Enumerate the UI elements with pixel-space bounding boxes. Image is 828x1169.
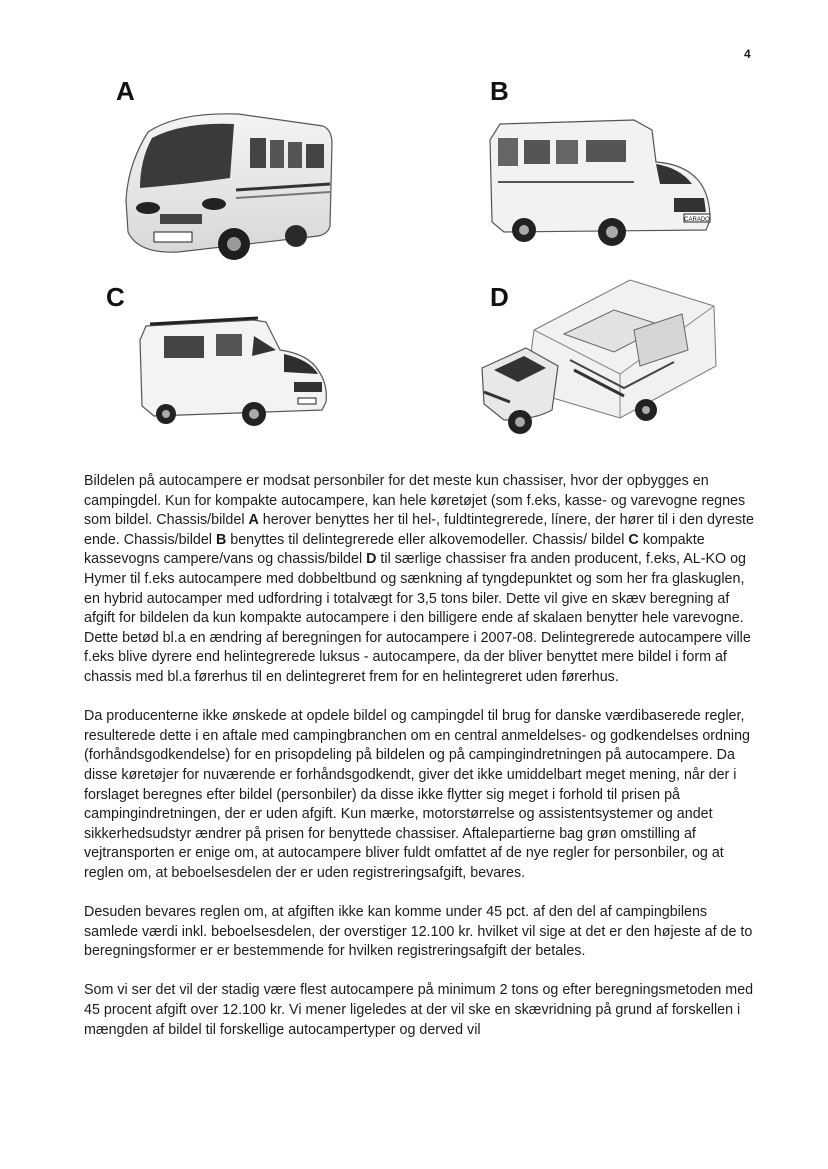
paragraph-2 [84,707,760,883]
text-run: herover benyttes her til hel-, fuldtintegrerede, línere, der hører til i den dyreste ende. Chassis/bildel [84,512,754,548]
integrated-motorhome-photo [118,104,340,270]
text-run: benyttes til delintegrerede eller alkovemodeller. Chassis/ bildel [226,531,629,548]
chassis-cutaway-illustration [474,270,730,446]
figure-label-a: A [116,76,135,106]
bold-figure-ref: C [628,531,639,548]
paragraph-3 [84,903,760,962]
semi-integrated-motorhome-photo [484,110,724,250]
text-run: Da producenterne ikke ønskede at opdele bildel og campingdel til brug for danske værdibaserede regler, resulterede dette i en aftale med campingbranchen om en central anmeldelses- og godkendelses ordning (forhåndsgodkendelse) for en prisopdeling på bildelen og på campingindretningen på autocampere. Da disse køretøjer for nuværende er forhåndsgodkendt, giver det ikke umiddelbart meget mening, når der i forslaget beregnes efter bildel (personbiler) da disse ikke flytter sig meget i forhold til prisen på campingindretningen, der er uden afgift. Kun mærke, motorstørrelse og assistentsystemer og andet sikkerhedsudstyr ændrer på prisen for benyttede chassiser. Aftalepartierne bag grøn omstilling af vejtransporten er enige om, at autocampere bliver fuldt omfattet af de nye regler for personbiler, og at reglen om, at beboelsesdelen der er uden registreringsafgift, bevares. [84,708,751,881]
bold-figure-ref: D [366,551,377,568]
page-number: 4 [744,47,751,61]
license-plate: CARADO [684,217,710,223]
figure-label-d: D [490,282,509,312]
text-run: Desuden bevares reglen om, at afgiften ikke kan komme under 45 pct. af den del af campingbilens samlede værdi inkl. beboelsesdelen, der overstiger 12.100 kr. hvilket vil sige at det er den højeste af de to beregningsformer er er bestemmende for hvilken registreringsafgift der betales. [84,904,753,960]
text-run: kompakte kassevogns campere/vans og chassis/bildel [84,531,705,568]
text-run: Bildelen på autocampere er modsat personbiler for det meste kun chassiser, hvor der opbygges en campingdel. Kun for kompakte autocampere, kan hele køretøjet (som f.eks, kasse- og varevogne regnes som bildel. Chassis/bildel [84,473,746,529]
text-run: til særlige chassiser fra anden producent, f.eks, AL-KO og Hymer til f.eks autocampere med dobbeltbund og sænkning af tyngdepunktet og som her fra glaskuglen, en hybrid autocamper med udfordring i totalvægt for 3,5 tons biler. Dette vil give en skæv beregning af afgift for bildelen da kun kompakte autocampere i den billigere ende af skalaen benytter hele varevogne. Dette betød bl.a en ændring af beregningen for autocampere i 2007-08. Delintegrerede autocampere ville f.eks blive dyrere end helintegrerede luksus - autocampere, da der bliver benyttet mere bildel i form af chassis med bl.a førerhus til en delintegreret frem for en helintegreret uden førerhus. [84,551,751,685]
body-text [84,472,760,1060]
text-run: Som vi ser det vil der stadig være flest autocampere på minimum 2 tons og efter beregningsmetoden med 45 procent afgift over 12.100 kr. Vi mener ligeledes at der vil ske en skævridning på grund af forskellen i mængden af bildel til forskellige autocampertyper og derved vil [84,982,754,1038]
paragraph-1 [84,472,760,688]
bold-figure-ref: B [215,531,227,548]
bold-figure-ref: A [248,512,259,529]
figure-label-b: B [490,76,509,106]
figure-label-c: C [106,282,125,312]
camper-van-photo [134,310,334,426]
paragraph-4 [84,981,760,1040]
